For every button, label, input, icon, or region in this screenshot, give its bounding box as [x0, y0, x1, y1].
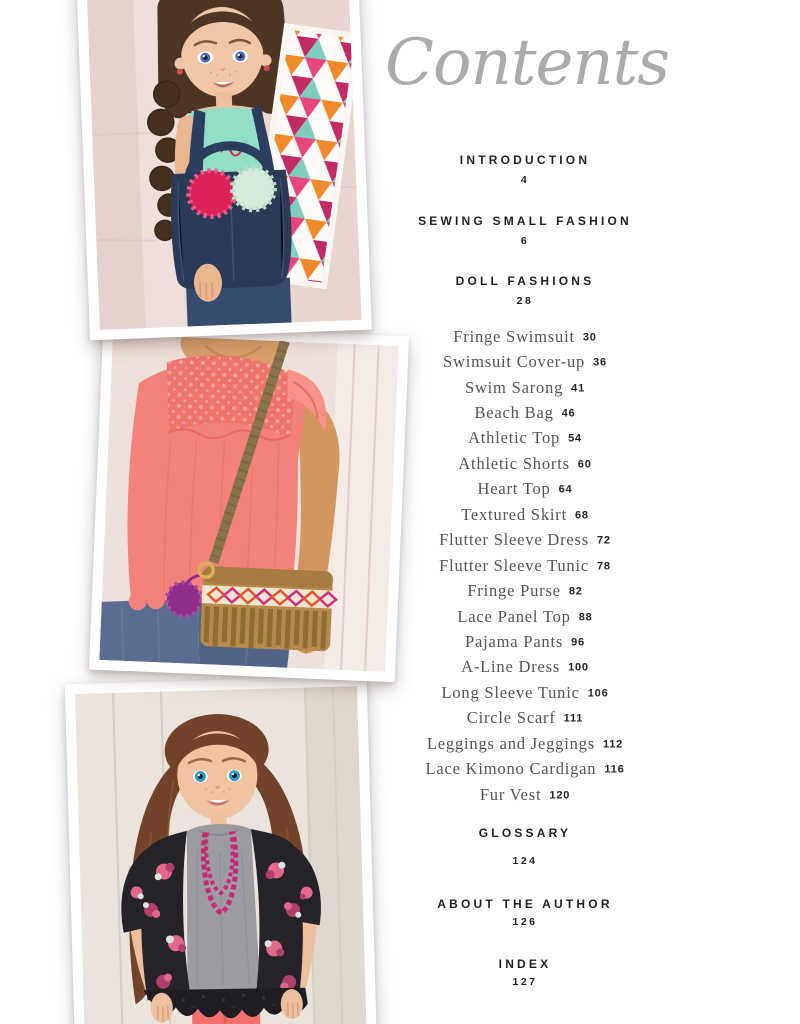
toc-item-page: 78	[597, 560, 611, 573]
toc-item	[380, 629, 670, 654]
toc-item-label: Long Sleeve Tunic	[441, 682, 580, 702]
toc-section-glossary	[390, 826, 660, 867]
section-page-number: 126	[512, 916, 538, 928]
photo-frame-beach-outfit	[76, 0, 372, 340]
toc-item-label: Swim Sarong	[464, 377, 564, 397]
toc-item-page: 54	[568, 432, 582, 445]
toc-item-label: Fringe Swimsuit	[453, 326, 575, 346]
page-title: Contents	[385, 26, 670, 100]
photo-frame-lace-kimono	[65, 676, 377, 1024]
doll-photo-fringe-purse	[99, 334, 398, 672]
toc-item-label: Fur Vest	[479, 784, 542, 804]
section-label: SEWING SMALL FASHION	[418, 214, 632, 228]
toc-item	[380, 477, 670, 502]
photo-frame-fringe-purse	[89, 324, 409, 683]
toc-item-label: Leggings and Jeggings	[426, 733, 595, 753]
section-page-number: 124	[512, 855, 538, 867]
toc-item-label: Heart Top	[477, 479, 551, 499]
toc-item-page: 100	[568, 661, 589, 674]
section-page-number: 6	[520, 235, 530, 247]
section-page-number: 127	[512, 976, 538, 988]
toc-item-page: 88	[578, 611, 593, 624]
toc-item-label: Textured Skirt	[461, 504, 567, 524]
toc-item	[380, 731, 670, 756]
toc-item	[380, 375, 670, 400]
toc-item	[380, 502, 670, 527]
toc-item	[380, 578, 670, 603]
toc-item-page: 116	[604, 763, 625, 776]
toc-item-label: Flutter Sleeve Tunic	[439, 555, 589, 575]
toc-item-page: 36	[593, 356, 607, 369]
toc-item	[380, 604, 670, 629]
section-label: GLOSSARY	[478, 826, 572, 840]
toc-item	[380, 426, 670, 451]
section-label: INDEX	[498, 957, 552, 971]
toc-item-page: 41	[571, 382, 586, 395]
section-label: ABOUT THE AUTHOR	[437, 897, 613, 911]
toc-item-page: 112	[602, 738, 624, 751]
toc-item-label: Lace Panel Top	[457, 606, 571, 626]
toc-item-label: Pajama Pants	[465, 631, 564, 651]
doll-photo-lace-kimono	[75, 686, 367, 1024]
toc-item-label: Lace Kimono Cardigan	[425, 759, 597, 779]
toc-item	[380, 655, 670, 680]
toc-item-label: Fringe Purse	[467, 581, 561, 601]
toc-item	[380, 324, 670, 349]
toc-item-page: 72	[596, 534, 611, 547]
toc-section-about-the-author	[390, 897, 660, 928]
toc-item	[380, 782, 670, 807]
toc-section-introduction	[390, 153, 660, 186]
toc-item-page: 106	[587, 687, 609, 700]
toc-item-page: 82	[568, 585, 583, 598]
toc-item-label: Swimsuit Cover-up	[443, 352, 586, 372]
toc-item-label: A-Line Dress	[461, 657, 561, 677]
toc-item-page: 30	[582, 331, 597, 344]
toc-item	[380, 706, 670, 731]
toc-item	[380, 451, 670, 476]
section-page-number: 28	[516, 295, 534, 307]
section-page-number: 4	[520, 174, 530, 186]
toc-item	[380, 400, 670, 425]
toc-item-list	[380, 324, 670, 807]
toc-item	[380, 680, 670, 705]
toc-item	[380, 528, 670, 553]
toc-item	[380, 756, 670, 781]
toc-item-page: 120	[549, 789, 571, 802]
toc-item-page: 64	[558, 483, 573, 496]
toc-item-label: Flutter Sleeve Dress	[439, 530, 589, 550]
section-label: DOLL FASHIONS	[455, 274, 595, 288]
toc-item-page: 46	[561, 407, 576, 420]
section-label: INTRODUCTION	[459, 153, 591, 167]
toc-item	[380, 349, 670, 374]
toc-item	[380, 553, 670, 578]
toc-item-page: 68	[574, 509, 589, 522]
toc-item-page: 60	[577, 458, 592, 471]
doll-photo-beach-bag	[86, 0, 361, 330]
toc-item-label: Athletic Top	[468, 428, 561, 448]
toc-item-label: Athletic Shorts	[458, 453, 570, 473]
toc-section-index	[390, 957, 660, 988]
toc-section-doll-fashions	[390, 274, 660, 307]
toc-item-label: Beach Bag	[474, 403, 554, 423]
toc-item-label: Circle Scarf	[466, 708, 556, 728]
toc-item-page: 111	[563, 712, 584, 725]
toc-section-sewing-small-fashion	[390, 214, 660, 247]
toc-item-page: 96	[571, 636, 585, 649]
